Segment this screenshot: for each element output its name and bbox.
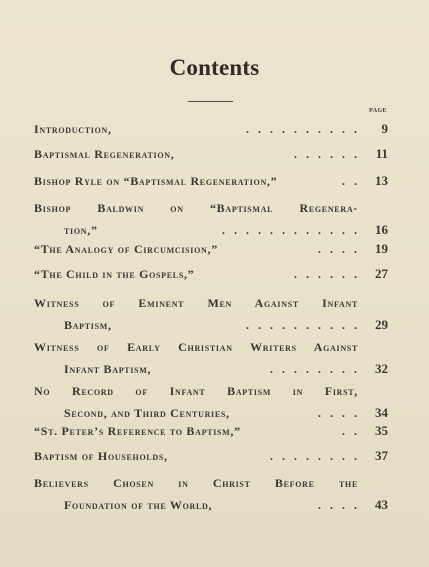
- toc-entry-line: [34, 358, 390, 380]
- toc-entry-text: Introduction,: [34, 122, 112, 136]
- toc-entry: [34, 263, 390, 285]
- toc-entry-line: [34, 314, 390, 336]
- toc-entry-line: [34, 197, 390, 219]
- dot-leader: . . . . . . . . . .: [246, 122, 360, 136]
- toc-entry: [34, 197, 390, 241]
- dot-leader: . . . . . . . . . .: [246, 318, 360, 332]
- toc-entry-line: [34, 420, 390, 442]
- toc-entry-text: Believers Chosen in Christ Before the: [34, 476, 358, 490]
- toc-entry-text: Witness of Early Christian Writers Against: [34, 340, 358, 354]
- toc-entry: [34, 143, 390, 165]
- dot-leader: . . . . . .: [294, 267, 360, 281]
- toc-entry: [34, 118, 390, 140]
- toc-entry-text: Baptismal Regeneration,: [34, 147, 175, 161]
- dot-leader: . . . .: [318, 406, 360, 420]
- dot-leader: . . . .: [318, 498, 360, 512]
- toc-entry-text: Baptism,: [64, 318, 112, 332]
- toc-entry-text: No Record of Infant Baptism in First,: [34, 384, 358, 398]
- toc-entry-line: [34, 380, 390, 402]
- toc-entry-text: Bishop Baldwin on “Baptismal Regenera-: [34, 201, 358, 215]
- toc-entry-text: Second, and Third Centuries,: [64, 406, 230, 420]
- dot-leader: . . . . . . . .: [270, 449, 360, 463]
- dot-leader: . .: [342, 174, 360, 188]
- toc-entry-line: [34, 472, 390, 494]
- toc-entry-text: “St. Peter’s Reference to Baptism,”: [34, 424, 241, 438]
- toc-entry: [34, 445, 390, 467]
- toc-entry-line: [34, 170, 390, 192]
- toc-entry: [34, 170, 390, 192]
- toc-entry-line: [34, 292, 390, 314]
- toc-page-number: 34: [375, 405, 388, 420]
- toc-page-number: 27: [375, 266, 388, 281]
- toc-entry-line: [34, 118, 390, 140]
- page-column-heading: PAGE: [369, 108, 387, 114]
- toc-entry-text: tion,”: [64, 223, 98, 237]
- toc-page-number: 35: [375, 423, 388, 438]
- toc-page-number: 16: [375, 222, 388, 237]
- toc-page-number: 29: [375, 317, 388, 332]
- dot-leader: . . . . . . . .: [270, 362, 360, 376]
- toc-page-number: 32: [375, 361, 388, 376]
- toc-entry-text: Infant Baptism,: [64, 362, 152, 376]
- toc-entry-line: [34, 336, 390, 358]
- toc-entry-text: Foundation of the World,: [64, 498, 213, 512]
- toc-page-number: 43: [375, 497, 388, 512]
- toc-entry-text: Witness of Eminent Men Against Infant: [34, 296, 358, 310]
- toc-entry-line: [34, 238, 390, 260]
- toc-entry-line: [34, 445, 390, 467]
- toc-entry: [34, 336, 390, 380]
- toc-page-number: 9: [381, 121, 388, 136]
- toc-page-number: 13: [375, 173, 388, 188]
- dot-leader: . . . .: [318, 242, 360, 256]
- toc-entry-text: Bishop Ryle on “Baptismal Regeneration,”: [34, 174, 278, 188]
- page-title: Contents: [169, 55, 260, 80]
- toc-entry-text: “The Child in the Gospels,”: [34, 267, 195, 281]
- toc-entry: [34, 238, 390, 260]
- toc-entry: [34, 472, 390, 516]
- toc-entry: [34, 380, 390, 424]
- toc-entry-text: “The Analogy of Circumcision,”: [34, 242, 218, 256]
- title-rule: [188, 101, 233, 102]
- toc-entry: [34, 420, 390, 442]
- toc-entry: [34, 292, 390, 336]
- toc-page-number: 19: [375, 241, 388, 256]
- toc-entry-line: [34, 263, 390, 285]
- toc-entry-line: [34, 494, 390, 516]
- dot-leader: . .: [342, 424, 360, 438]
- toc-page-number: 11: [375, 146, 388, 161]
- toc-page-number: 37: [375, 448, 388, 463]
- dot-leader: . . . . . .: [294, 147, 360, 161]
- toc-entry-text: Baptism of Households,: [34, 449, 168, 463]
- dot-leader: . . . . . . . . . . . .: [222, 223, 360, 237]
- toc-entry-line: [34, 143, 390, 165]
